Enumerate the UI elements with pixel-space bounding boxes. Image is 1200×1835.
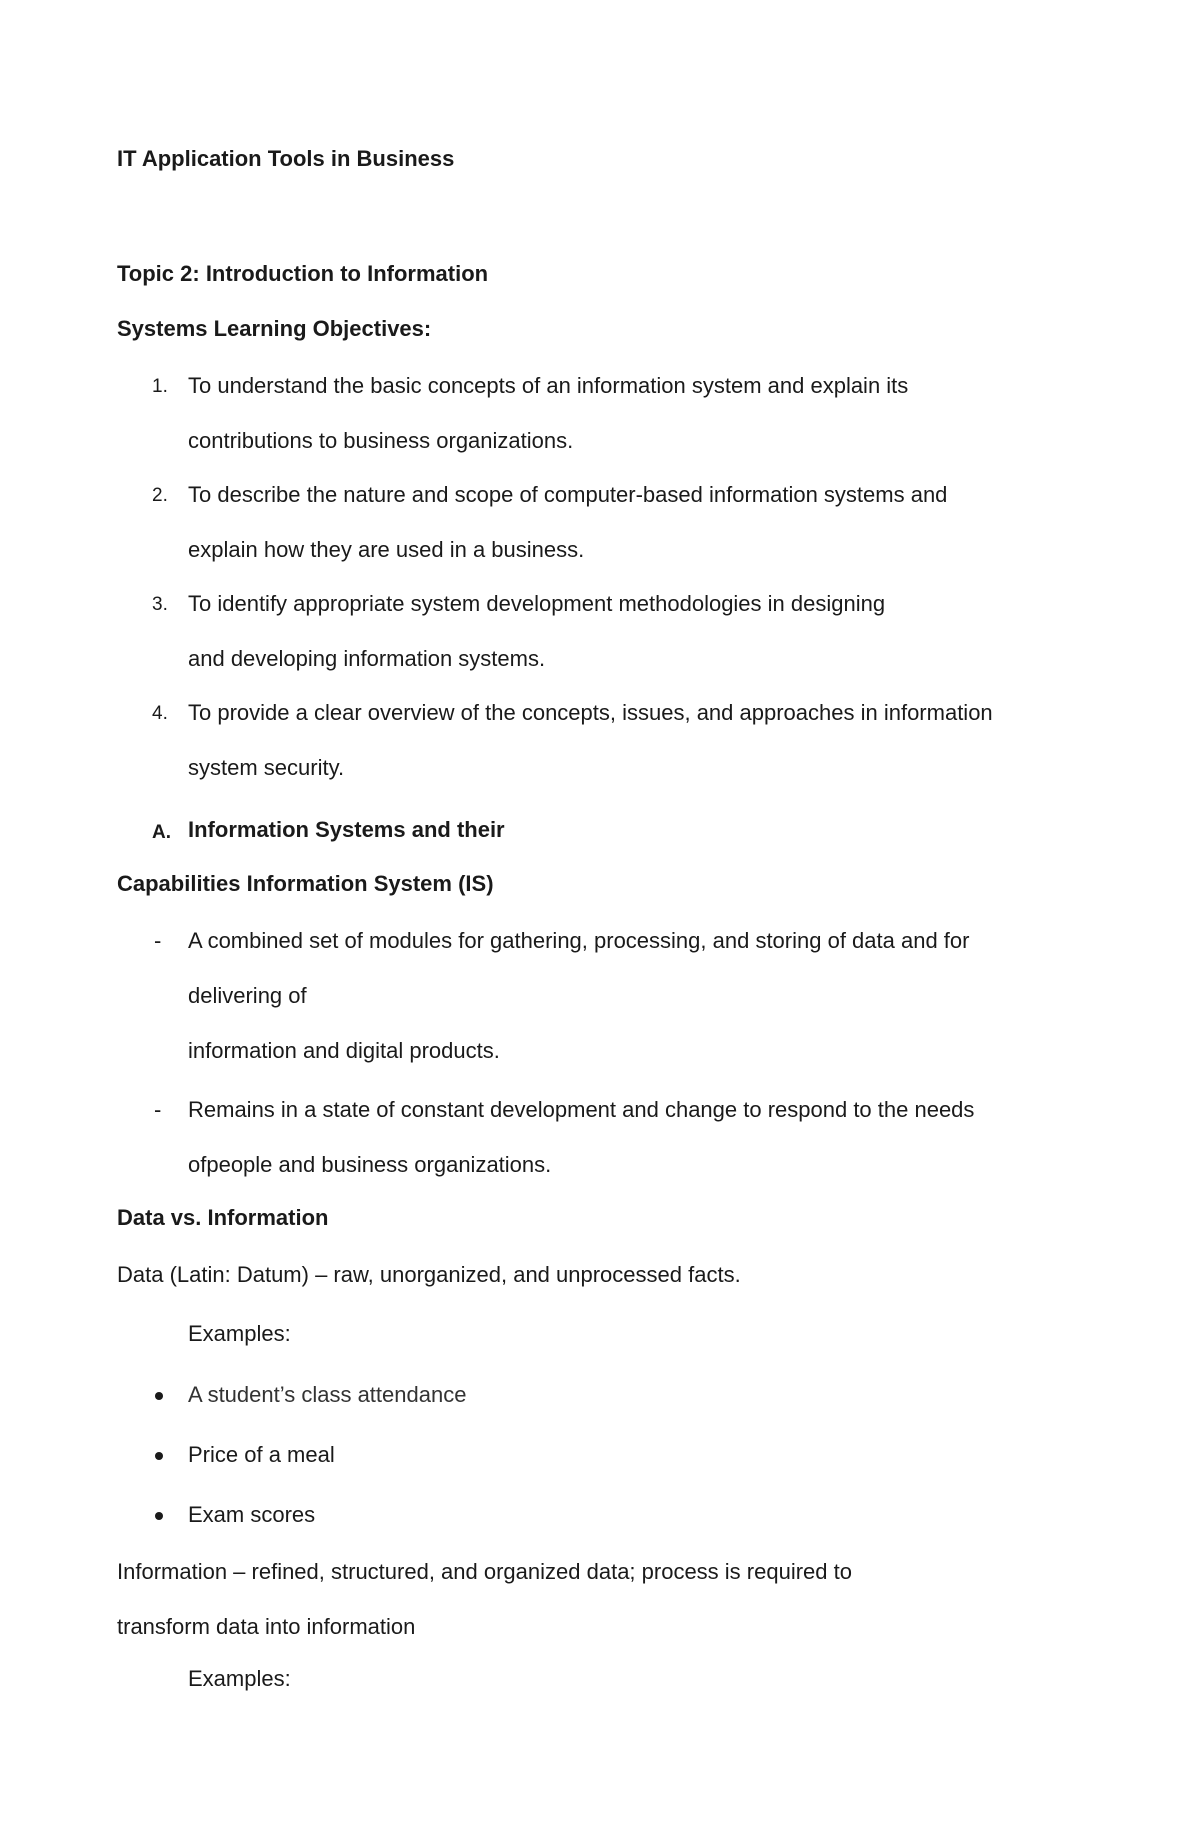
objective-line: system security.	[188, 755, 345, 780]
data-definition: Data (Latin: Datum) – raw, unorganized, and unprocessed facts.	[117, 1262, 741, 1287]
dash-marker: -	[154, 1097, 162, 1122]
is-point-line: delivering of	[188, 983, 307, 1008]
bullet-icon	[155, 1392, 163, 1400]
capabilities-heading: Capabilities Information System (IS)	[117, 871, 494, 896]
list-marker: 4.	[152, 703, 168, 724]
objective-line: explain how they are used in a business.	[188, 537, 585, 562]
data-example: Exam scores	[188, 1502, 316, 1527]
objective-line: To provide a clear overview of the concepts, issues, and approaches in information	[188, 700, 993, 725]
data-example: A student’s class attendance	[188, 1382, 467, 1407]
section-heading: Information Systems and their	[188, 817, 505, 842]
objective-line: and developing information systems.	[188, 646, 546, 671]
is-point-line: ofpeople and business organizations.	[188, 1152, 552, 1177]
objectives-heading: Systems Learning Objectives:	[117, 316, 432, 341]
data-vs-information-heading: Data vs. Information	[117, 1205, 329, 1230]
examples-label: Examples:	[188, 1666, 291, 1691]
information-definition-line: Information – refined, structured, and organized data; process is required to	[117, 1559, 852, 1584]
document-title: IT Application Tools in Business	[117, 146, 455, 171]
information-definition-line: transform data into information	[117, 1614, 416, 1639]
objective-line: contributions to business organizations.	[188, 428, 574, 453]
bullet-icon	[155, 1452, 163, 1460]
list-marker: 3.	[152, 594, 168, 615]
topic-heading: Topic 2: Introduction to Information	[117, 261, 489, 286]
objective-line: To identify appropriate system development methodologies in designing	[188, 591, 886, 616]
section-marker: A.	[152, 822, 171, 843]
is-point-line: information and digital products.	[188, 1038, 500, 1063]
list-marker: 1.	[152, 376, 168, 397]
is-point-line: Remains in a state of constant development and change to respond to the needs	[188, 1097, 975, 1122]
dash-marker: -	[154, 928, 162, 953]
is-point-line: A combined set of modules for gathering, processing, and storing of data and for	[188, 928, 970, 953]
objective-line: To understand the basic concepts of an information system and explain its	[188, 373, 909, 398]
objective-line: To describe the nature and scope of computer-based information systems and	[188, 482, 948, 507]
list-marker: 2.	[152, 485, 168, 506]
examples-label: Examples:	[188, 1321, 291, 1346]
bullet-icon	[155, 1512, 163, 1520]
data-example: Price of a meal	[188, 1442, 335, 1467]
